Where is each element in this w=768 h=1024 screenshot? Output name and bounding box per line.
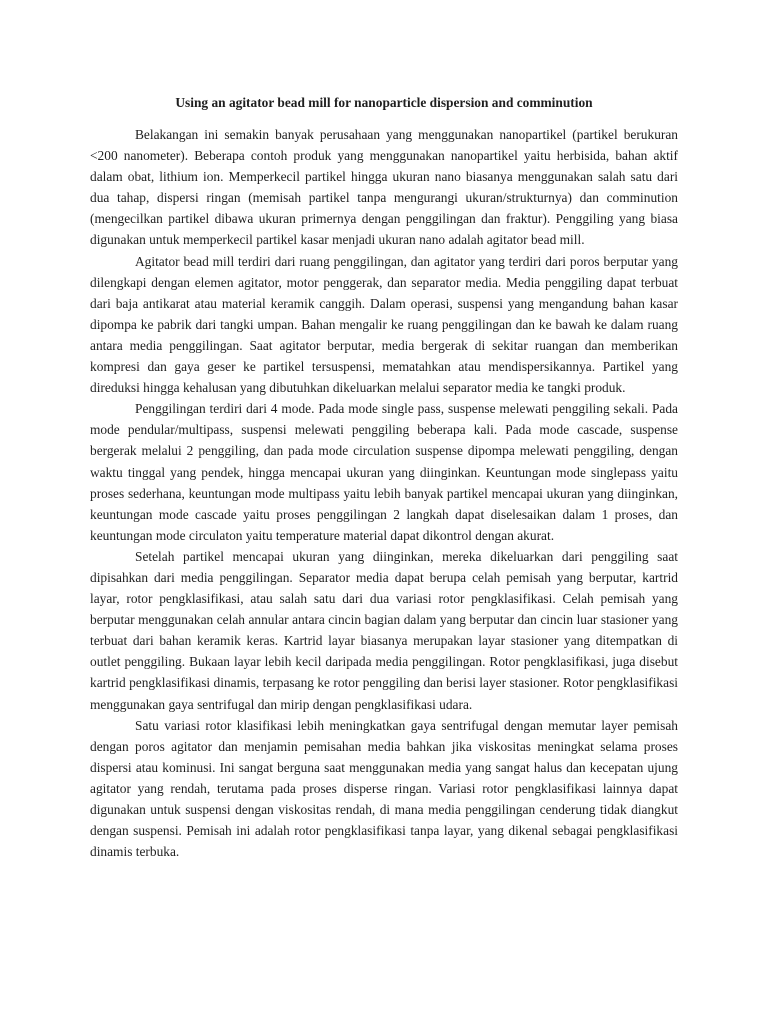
document-title: Using an agitator bead mill for nanoparticle dispersion and comminution [175,95,593,110]
paragraph-intro: Belakangan ini semakin banyak perusahaan yang menggunakan nanopartikel (partikel berukuran <200 nanometer). Beberapa contoh produk yang menggunakan nanopartikel yaitu herbisida, bahan aktif dalam obat, lithium ion. Memperkecil partikel hingga ukuran nano biasanya menggunakan salah satu dari dua tahap, dispersi ringan (memisah partikel tanpa mengurangi ukuran/strukturnya) dan comminution (mengecilkan partikel dibawa ukuran primernya dengan penggilingan dan fraktur). Penggiling yang biasa digunakan untuk memperkecil partikel kasar menjadi ukuran nano adalah agitator bead mill. [90,127,678,248]
paragraph-classifier-rotor: Satu variasi rotor klasifikasi lebih meningkatkan gaya sentrifugal dengan memutar layer pemisah dengan poros agitator dan menjamin pemisahan media bahkan jika viskositas meningkat selama proses dispersi atau kominusi. Ini sangat berguna saat menggunakan media yang sangat halus dan kecepatan ujung agitator yang rendah, terutama pada proses disperse ringan. Variasi rotor pengklasifikasi lainnya dapat digunakan untuk suspensi dengan viskositas rendah, di mana media penggilingan cenderung tidak diangkut dengan suspensi. Pemisah ini adalah rotor pengklasifikasi tanpa layar, yang dikenal sebagai pengklasifikasi dinamis terbuka. [90,717,678,860]
paragraph-milling-modes: Penggilingan terdiri dari 4 mode. Pada mode single pass, suspense melewati penggiling sekali. Pada mode pendular/multipass, suspensi melewati penggiling beberapa kali. Pada mode cascade, suspense bergerak melalui 2 penggiling, dan pada mode circulation suspense dipompa melewati penggiling, dengan waktu tinggal yang pendek, hingga mencapai ukuran yang diinginkan. Keuntungan mode singlepass yaitu proses sederhana, keuntungan mode multipass yaitu lebih banyak partikel mencapai ukuran yang diinginkan, keuntungan mode cascade yaitu proses penggilingan 2 langkah dapat diselesaikan dalam 1 proses, dan keuntungan mode circulaton yaitu temperature material dapat dikontrol dengan akurat. [90,401,678,543]
document-body [90,92,678,862]
paragraph-media-separator: Setelah partikel mencapai ukuran yang diinginkan, mereka dikeluarkan dari penggiling saat dipisahkan dari media penggilingan. Separator media dapat berupa celah pemisah yang berputar, kartrid layar, rotor pengklasifikasi, atau salah satu dari dua variasi rotor pengklasifikasi. Celah pemisah yang berputar menggunakan celah annular antara cincin bagian dalam yang berputar dan cincin luar stasioner yang terbuat dari bahan keramik keras. Kartrid layar biasanya merupakan layar stasioner yang ditempatkan di outlet penggiling. Bukaan layar lebih kecil daripada media penggilingan. Rotor pengklasifikasi, juga disebut kartrid pengklasifikasi dinamis, terpasang ke rotor penggiling dan berisi layer stasioner. Rotor pengklasifikasi menggunakan gaya sentrifugal dan mirip dengan pengklasifikasi udara. [90,548,678,712]
paragraph-agitator-bead-mill: Agitator bead mill terdiri dari ruang penggilingan, dan agitator yang terdiri dari poros berputar yang dilengkapi dengan elemen agitator, motor penggerak, dan separator media. Media penggiling dapat terbuat dari baja antikarat atau material keramik canggih. Dalam operasi, suspensi yang mengandung bahan kasar dipompa ke pabrik dari tangki umpan. Bahan mengalir ke ruang penggilingan dan ke bawah ke dalam ruang antara media penggilingan. Saat agitator berputar, media bergerak di sekitar ruangan dan memberikan kompresi dan gaya geser ke partikel tersuspensi, mematahkan atau mendispersikannya. Partikel yang direduksi hingga kehalusan yang dibutuhkan dikeluarkan melalui separator media ke tangki produk. [90,253,678,396]
